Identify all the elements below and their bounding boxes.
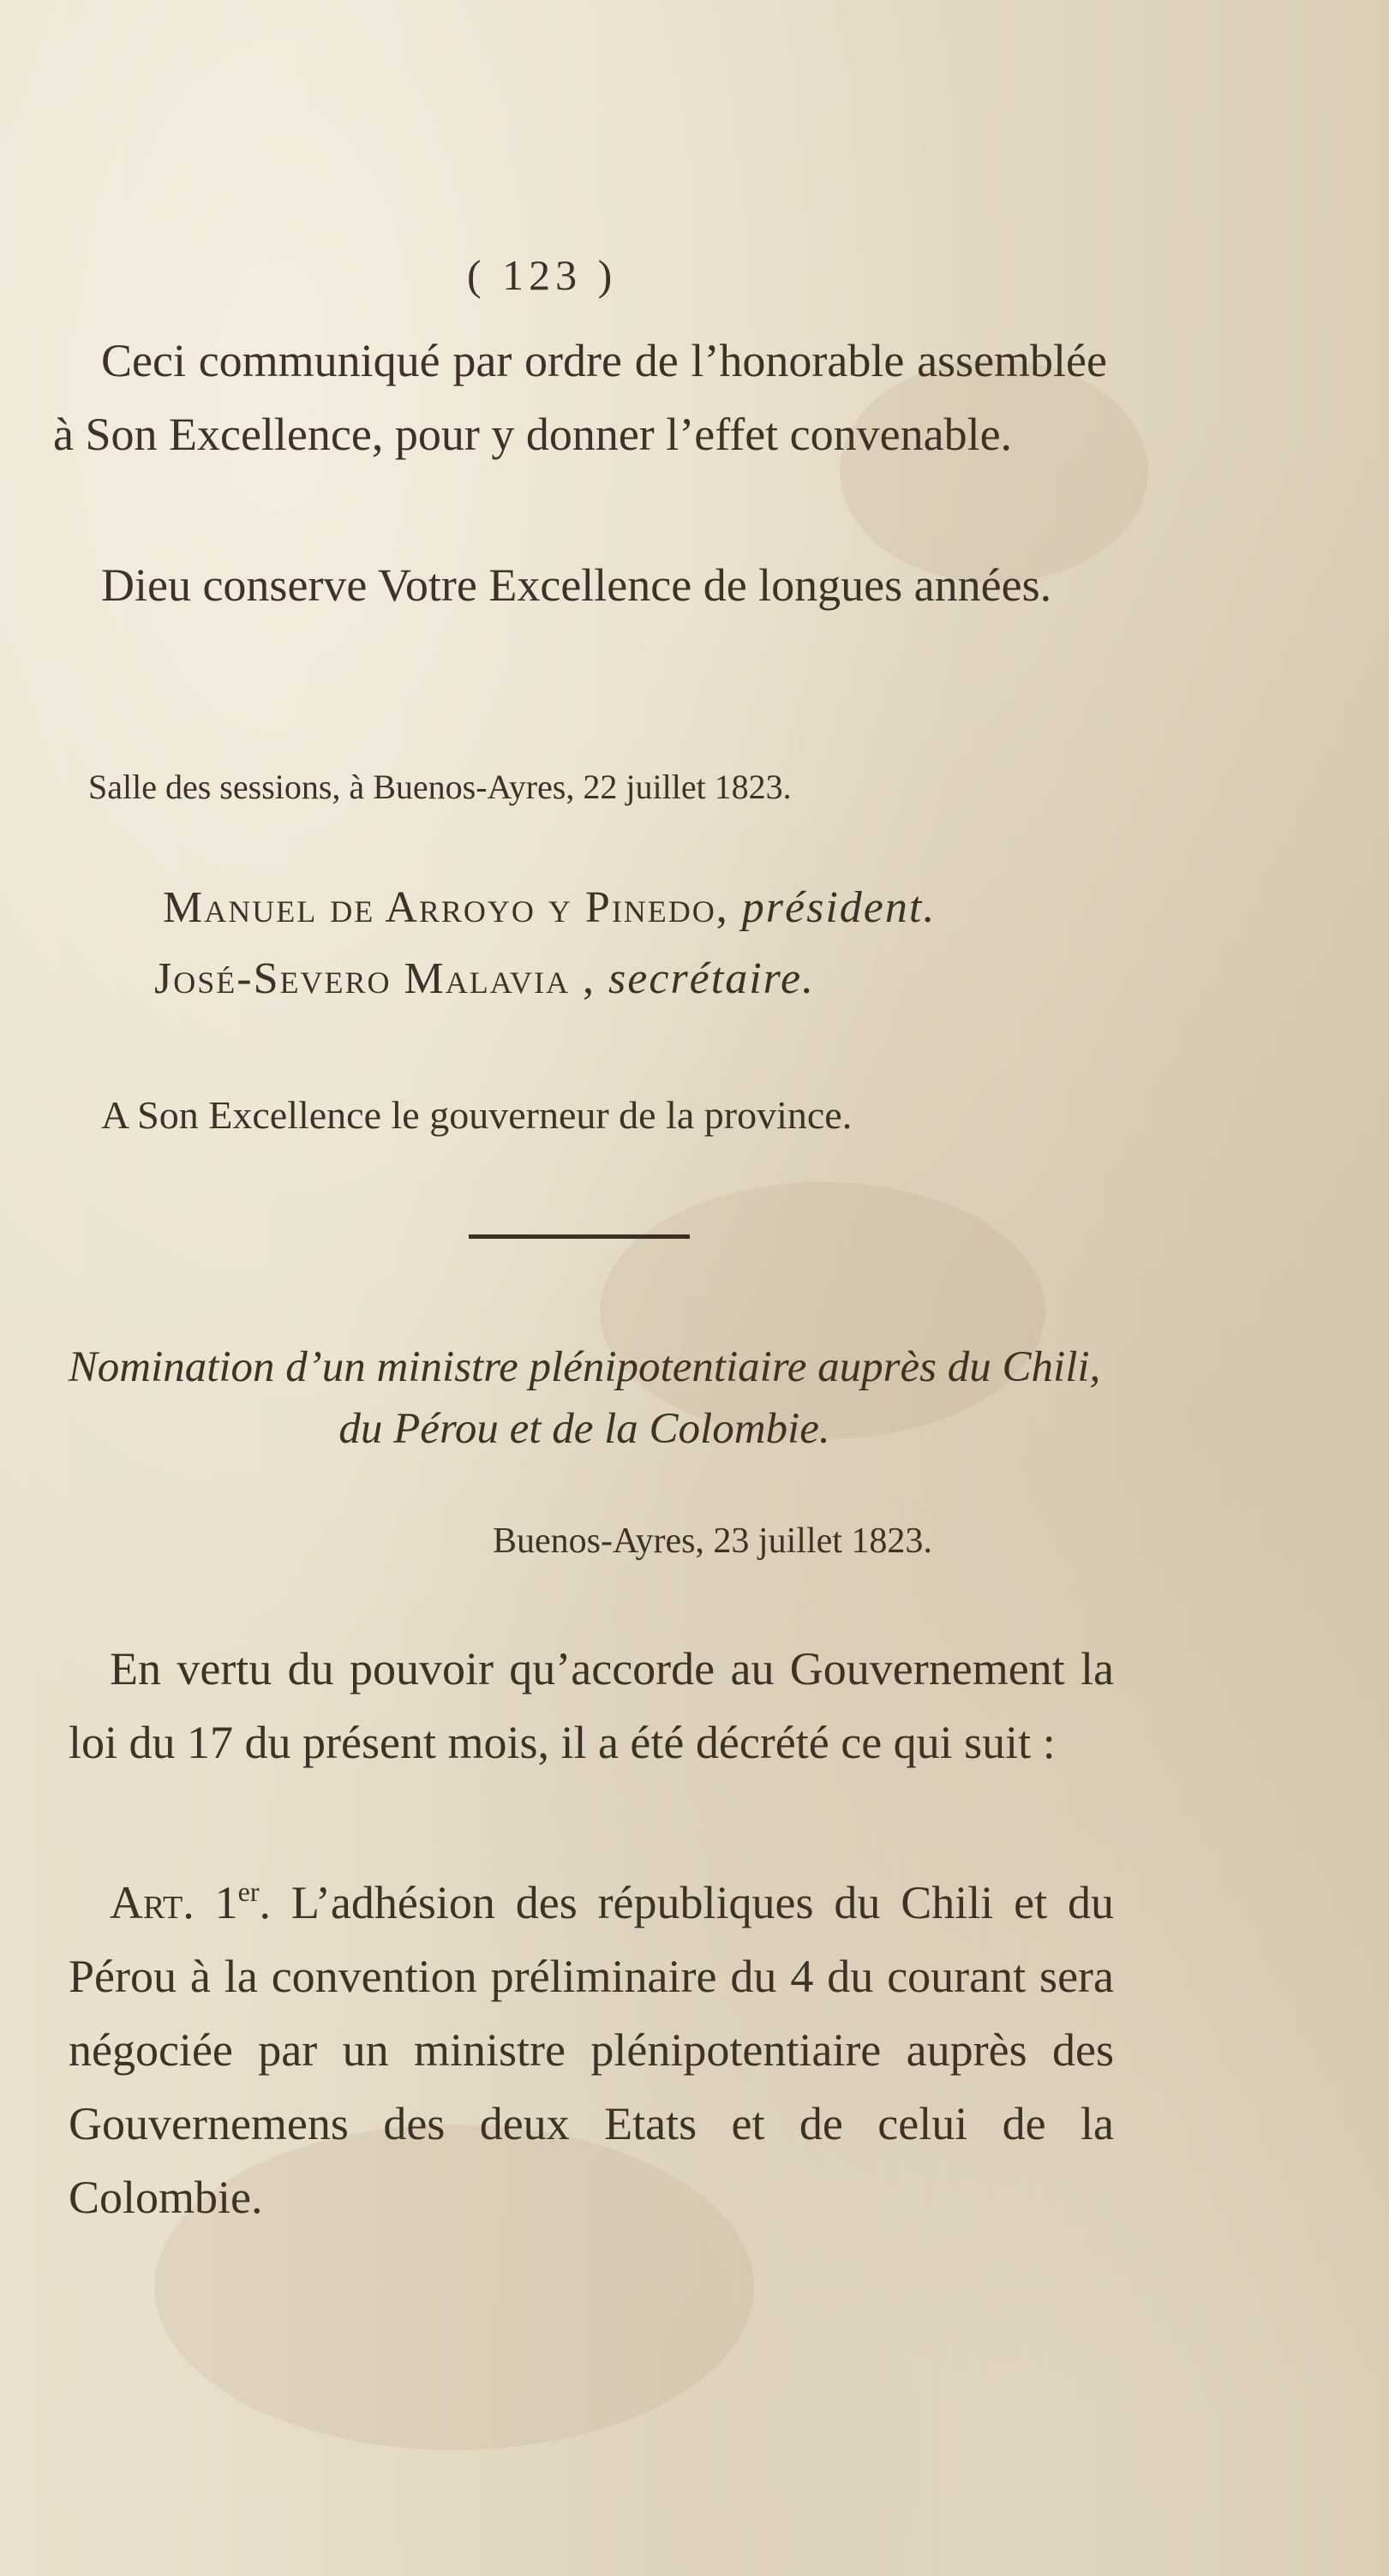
place-date-sessions: Salle des sessions, à Buenos-Ayres, 22 juillet 1823. — [88, 768, 792, 806]
article-label-superscript: er — [237, 1876, 260, 1907]
signatory-name: José-Severo Malavia — [154, 954, 571, 1003]
paragraph-communication: Ceci communiqué par ordre de l’honorable assemblée à Son Excellence, pour y donner l’effet convenable. — [53, 335, 1107, 460]
article-text: L’adhésion des républiques du Chili et du Pérou à la convention préliminaire du 4 du courant sera négociée par un ministre plénipotentiaire auprès des Gouvernemens des deux Etats et de celui de la Colombie. — [69, 1877, 1114, 2223]
paragraph-decree-preamble: En vertu du pouvoir qu’accorde au Gouvernement la loi du 17 du présent mois, il a été décrété ce qui suit : — [69, 1643, 1114, 1768]
signature-president: Manuel de Arroyo y Pinedo, président. — [163, 883, 937, 932]
addressee: A Son Excellence le gouverneur de la province. — [101, 1093, 853, 1137]
paragraph-closing: Dieu conserve Votre Excellence de longues années. — [101, 559, 1052, 611]
signature-secretary: José-Severo Malavia , secrétaire. — [154, 954, 816, 1003]
place-date-decree: Buenos-Ayres, 23 juillet 1823. — [493, 1521, 932, 1561]
signatory-name: Manuel de Arroyo y Pinedo — [163, 883, 716, 932]
signatory-role: secrétaire. — [608, 954, 816, 1003]
section-heading: Nomination d’un ministre plénipotentiaire auprès du Chili, du Pérou et de la Colombie. — [68, 1343, 1101, 1453]
article-1: Art. 1er. L’adhésion des républiques du Chili et du Pérou à la convention préliminaire du 4 du courant sera négociée par un ministre plénipotentiaire auprès des Gouvernemens des deux Etats et de celui de la Colombie. — [69, 1876, 1114, 2223]
section-divider — [469, 1234, 690, 1239]
article-label: Art. 1 — [110, 1877, 238, 1928]
signatory-role: président. — [741, 883, 937, 932]
page-number: ( 123 ) — [467, 251, 618, 299]
